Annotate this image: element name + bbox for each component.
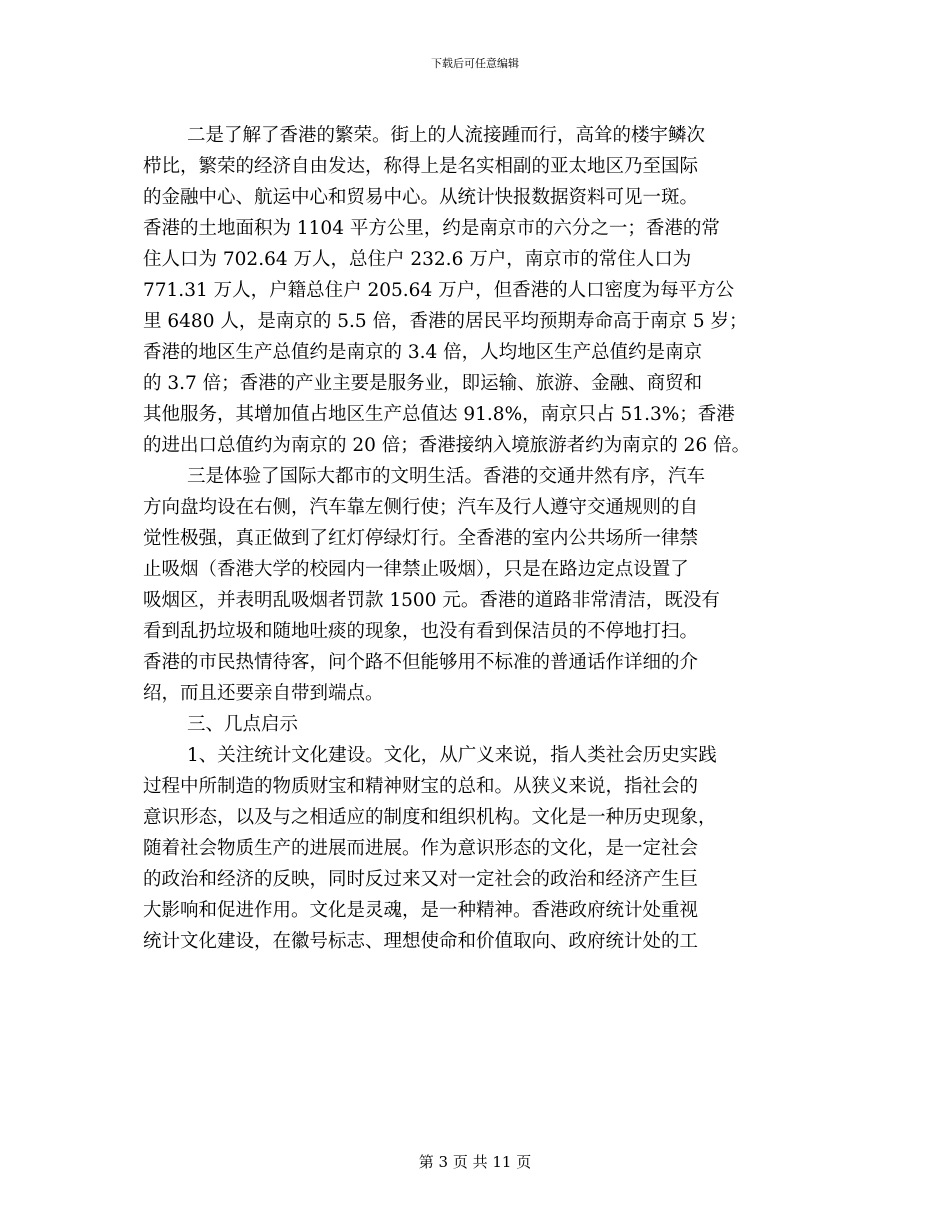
- paragraph-line: 二是了解了香港的繁荣。街上的人流接踵而行，高耸的楼宇鳞次: [187, 125, 706, 146]
- paragraph-line: 三是体验了国际大都市的文明生活。香港的交通井然有序，汽车: [187, 466, 706, 487]
- paragraph-line: 里 6480 人，是南京的 5.5 倍，香港的居民平均预期寿命高于南京 5 岁；: [143, 311, 748, 332]
- paragraph-line: 大影响和促进作用。文化是灵魂，是一种精神。香港政府统计处重视: [143, 900, 699, 921]
- section-heading: 三、几点启示: [187, 714, 299, 735]
- paragraph-line: 香港的地区生产总值约是南京的 3.4 倍，人均地区生产总值约是南京: [143, 342, 703, 363]
- paragraph-line: 止吸烟（香港大学的校园内一律禁止吸烟），只是在路边定点设置了: [143, 559, 689, 580]
- paragraph-line: 香港的土地面积为 1104 平方公里，约是南京市的六分之一；香港的常: [143, 218, 720, 239]
- paragraph-line: 吸烟区，并表明乱吸烟者罚款 1500 元。香港的道路非常清洁，既没有: [143, 590, 720, 611]
- paragraph-line: 771.31 万人，户籍总住户 205.64 万户，但香港的人口密度为每平方公: [143, 280, 735, 301]
- paragraph-line: 方向盘均设在右侧，汽车靠左侧行使；汽车及行人遵守交通规则的自: [143, 497, 699, 518]
- paragraph-line: 绍，而且还要亲自带到端点。: [143, 683, 384, 704]
- paragraph-line: 看到乱扔垃圾和随地吐痰的现象，也没有看到保洁员的不停地打扫。: [143, 621, 699, 642]
- paragraph-line: 统计文化建设，在徽号标志、理想使命和价值取向、政府统计处的工: [143, 931, 699, 952]
- page-number-footer: 第 3 页 共 11 页: [418, 1153, 532, 1171]
- paragraph-line: 的政治和经济的反映，同时反过来又对一定社会的政治和经济产生巨: [143, 869, 699, 890]
- paragraph-line: 过程中所制造的物质财宝和精神财宝的总和。从狭义来说，指社会的: [143, 776, 699, 797]
- paragraph-line: 的金融中心、航运中心和贸易中心。从统计快报数据资料可见一斑。: [143, 187, 699, 208]
- page-header: 下载后可任意编辑: [431, 57, 519, 70]
- paragraph-line: 1、关注统计文化建设。文化，从广义来说，指人类社会历史实践: [187, 745, 717, 766]
- paragraph-line: 随着社会物质生产的进展而进展。作为意识形态的文化，是一定社会: [143, 838, 699, 859]
- paragraph-line: 栉比，繁荣的经济自由发达，称得上是名实相副的亚太地区乃至国际: [143, 156, 699, 177]
- paragraph-line: 意识形态，以及与之相适应的制度和组织机构。文化是一种历史现象，: [143, 807, 717, 828]
- paragraph-line: 其他服务，其增加值占地区生产总值达 91.8%，南京只占 51.3%；香港: [143, 404, 735, 425]
- paragraph-line: 的 3.7 倍；香港的产业主要是服务业，即运输、旅游、金融、商贸和: [143, 373, 703, 394]
- paragraph-line: 香港的市民热情待客，问个路不但能够用不标准的普通话作详细的介: [143, 652, 699, 673]
- paragraph-line: 觉性极强，真正做到了红灯停绿灯行。全香港的室内公共场所一律禁: [143, 528, 699, 549]
- document-body: [143, 120, 843, 957]
- paragraph-line: 住人口为 702.64 万人，总住户 232.6 万户，南京市的常住人口为: [143, 249, 692, 270]
- paragraph-line: 的进出口总值约为南京的 20 倍；香港接纳入境旅游者约为南京的 26 倍。: [143, 435, 751, 456]
